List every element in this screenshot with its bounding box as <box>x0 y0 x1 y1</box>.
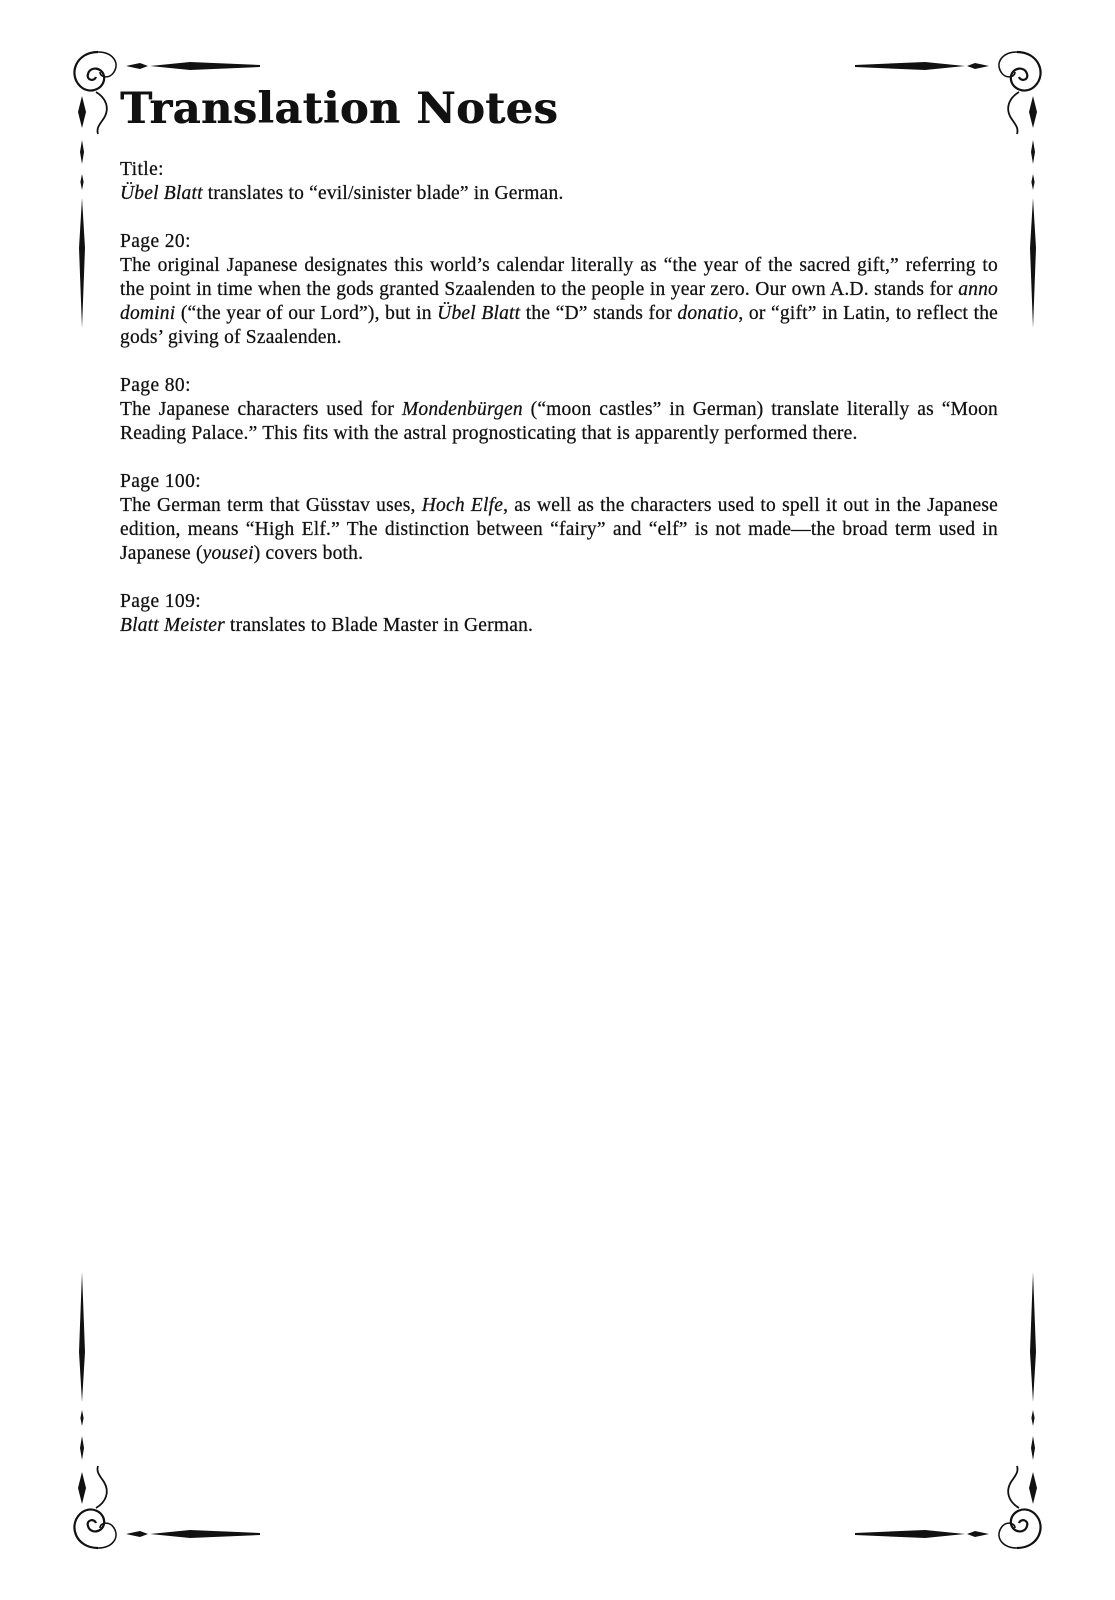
note-text-segment: translates to “evil/sinister blade” in German. <box>202 183 564 204</box>
italic-term: Hoch Elfe <box>421 495 504 516</box>
italic-term: Übel Blatt <box>437 303 521 324</box>
italic-term: donatio <box>677 303 739 324</box>
note-body <box>120 254 998 350</box>
note-text-segment: , as well as the characters used to spell it out in the Japanese edition, means “High Elf.” The distinction between “fairy” and “elf” is not made—the broad term used in Japanese ( <box>120 495 999 564</box>
bottom-right-flourish <box>855 1272 1041 1548</box>
italic-term: Übel Blatt <box>120 183 203 204</box>
page-title: Translation Notes <box>120 84 559 134</box>
note-text-segment: (“moon castles” in German) translate literally as “Moon Reading Palace.” This fits with the astral prognosticating that is apparently performed there. <box>120 399 998 444</box>
note-text-segment: , or “gift” in Latin, to reflect the gods’ giving of Szaalenden. <box>120 303 998 348</box>
note-body <box>120 398 998 446</box>
note-text-segment: The Japanese characters used for <box>120 399 402 420</box>
note-heading: Title: <box>120 159 164 180</box>
translation-notes-list <box>120 158 998 662</box>
note-body <box>120 494 998 566</box>
note-text-segment: the “D” stands for <box>520 303 678 324</box>
note-text-segment: (“the year of our Lord”), but in <box>175 303 438 324</box>
note-heading: Page 100: <box>120 471 202 492</box>
italic-term: Blatt Meister <box>120 615 225 636</box>
note-text-segment: translates to Blade Master in German. <box>224 615 534 636</box>
italic-term: Mondenbürgen <box>401 399 523 420</box>
note-text-segment: ) covers both. <box>253 543 364 564</box>
note-body <box>120 614 998 638</box>
note-heading: Page 109: <box>120 591 202 612</box>
note-heading: Page 20: <box>120 231 191 252</box>
note-heading: Page 80: <box>120 375 191 396</box>
note-body <box>120 182 998 206</box>
translation-note <box>120 374 998 446</box>
note-text-segment: The original Japanese designates this world’s calendar literally as “the year of the sacred gift,” referring to the point in time when the gods granted Szaalenden to the people in year zero. Our own A.D. stands for <box>120 255 998 300</box>
translation-note <box>120 158 998 206</box>
italic-term: anno domini <box>120 279 998 324</box>
italic-term: yousei <box>202 543 254 564</box>
bottom-left-flourish <box>74 1272 260 1548</box>
translation-note <box>120 590 998 638</box>
translation-note <box>120 230 998 350</box>
translation-note <box>120 470 998 566</box>
note-text-segment: The German term that Güsstav uses, <box>120 495 422 516</box>
